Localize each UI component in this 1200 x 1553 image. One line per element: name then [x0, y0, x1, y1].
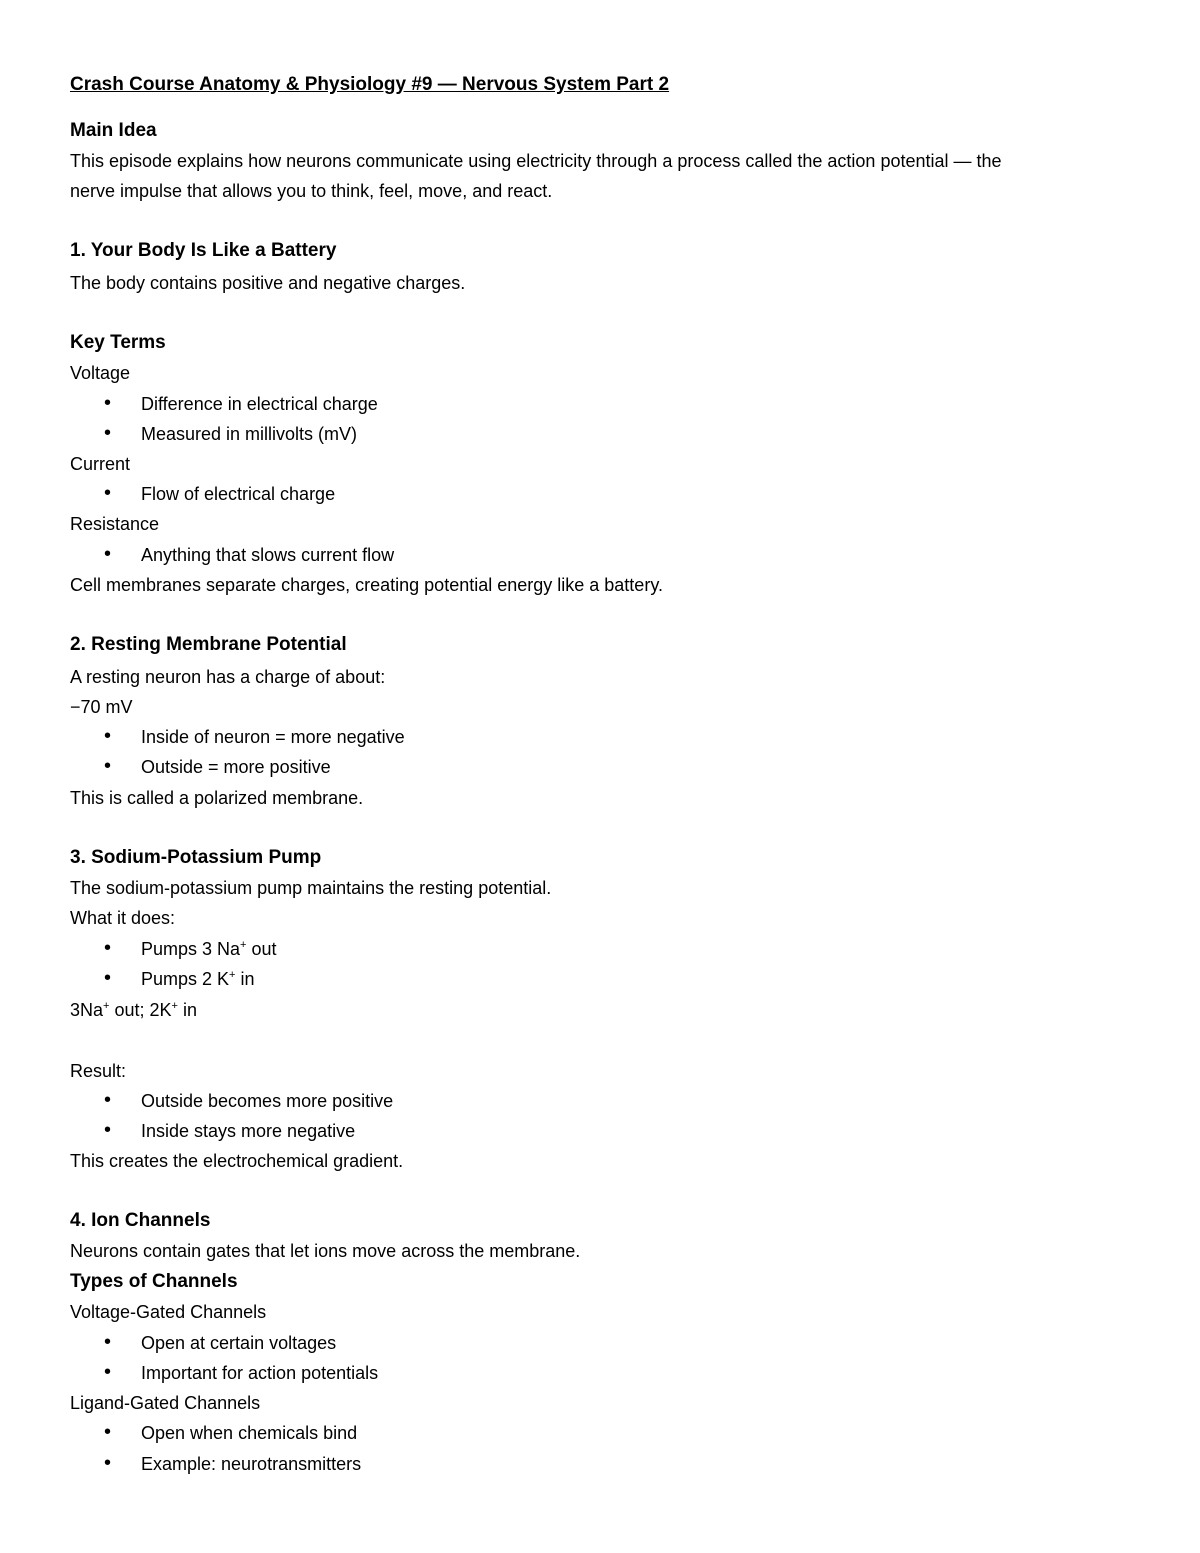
ligand-gated-label: Ligand-Gated Channels	[70, 1393, 261, 1413]
bullet-item	[104, 393, 378, 415]
main-idea-heading: Main Idea	[70, 120, 157, 141]
bullet-item	[104, 423, 357, 445]
key-terms-summary: Cell membranes separate charges, creating potential energy like a battery.	[70, 575, 663, 595]
bullet-item	[104, 756, 331, 778]
section-2-text: A resting neuron has a charge of about:	[70, 667, 386, 687]
main-idea-line-2: nerve impulse that allows you to think, feel, move, and react.	[70, 181, 553, 201]
bullet-item	[104, 1422, 357, 1444]
bullet-item	[104, 1090, 393, 1112]
bullet-text: Example: neurotransmitters	[141, 1454, 362, 1474]
section-4-text: Neurons contain gates that let ions move across the membrane.	[70, 1241, 581, 1261]
bullet-text: Difference in electrical charge	[141, 394, 378, 414]
bullet-item	[104, 544, 394, 566]
bullet-item	[104, 968, 255, 990]
section-3-text: The sodium-potassium pump maintains the resting potential.	[70, 878, 552, 898]
bullet-text: Outside = more positive	[141, 757, 331, 777]
what-it-does-label: What it does:	[70, 908, 176, 928]
section-1-text: The body contains positive and negative charges.	[70, 273, 466, 293]
section-3-summary: This creates the electrochemical gradient.	[70, 1151, 404, 1171]
bullet-text: Important for action potentials	[141, 1363, 379, 1383]
key-terms-heading: Key Terms	[70, 332, 166, 353]
bullet-text: Measured in millivolts (mV)	[141, 424, 358, 444]
bullet-item	[104, 938, 277, 960]
pump-equation: 3Na+ out; 2K+ in	[70, 1000, 197, 1020]
document-title: Crash Course Anatomy & Physiology #9 — Nervous System Part 2	[70, 74, 670, 95]
section-3-heading: 3. Sodium-Potassium Pump	[70, 847, 322, 868]
bullet-item	[104, 1362, 378, 1384]
bullet-text: Anything that slows current flow	[141, 545, 395, 565]
section-4-heading: 4. Ion Channels	[70, 1210, 211, 1231]
section-2-summary: This is called a polarized membrane.	[70, 788, 364, 808]
bullet-text: Inside stays more negative	[141, 1121, 356, 1141]
term-voltage: Voltage	[70, 363, 131, 383]
bullet-item	[104, 726, 405, 748]
bullet-text: Outside becomes more positive	[141, 1091, 394, 1111]
bullet-text: Open at certain voltages	[141, 1333, 337, 1353]
result-label: Result:	[70, 1061, 127, 1081]
section-2-heading: 2. Resting Membrane Potential	[70, 634, 347, 655]
term-current: Current	[70, 454, 131, 474]
bullet-text: Pumps 2 K+ in	[141, 969, 255, 989]
term-resistance: Resistance	[70, 514, 160, 534]
bullet-text: Inside of neuron = more negative	[141, 727, 405, 747]
bullet-item	[104, 1332, 336, 1354]
types-of-channels-heading: Types of Channels	[70, 1271, 238, 1292]
bullet-item	[104, 1120, 355, 1142]
section-1-heading: 1. Your Body Is Like a Battery	[70, 240, 337, 261]
bullet-item	[104, 1453, 361, 1475]
bullet-text: Flow of electrical charge	[141, 484, 336, 504]
bullet-text: Pumps 3 Na+ out	[141, 939, 277, 959]
voltage-gated-label: Voltage-Gated Channels	[70, 1302, 267, 1322]
main-idea-line-1: This episode explains how neurons communicate using electricity through a process called the action potential — the	[70, 151, 1002, 171]
bullet-item	[104, 483, 335, 505]
resting-potential-value: −70 mV	[70, 697, 133, 717]
bullet-text: Open when chemicals bind	[141, 1423, 358, 1443]
